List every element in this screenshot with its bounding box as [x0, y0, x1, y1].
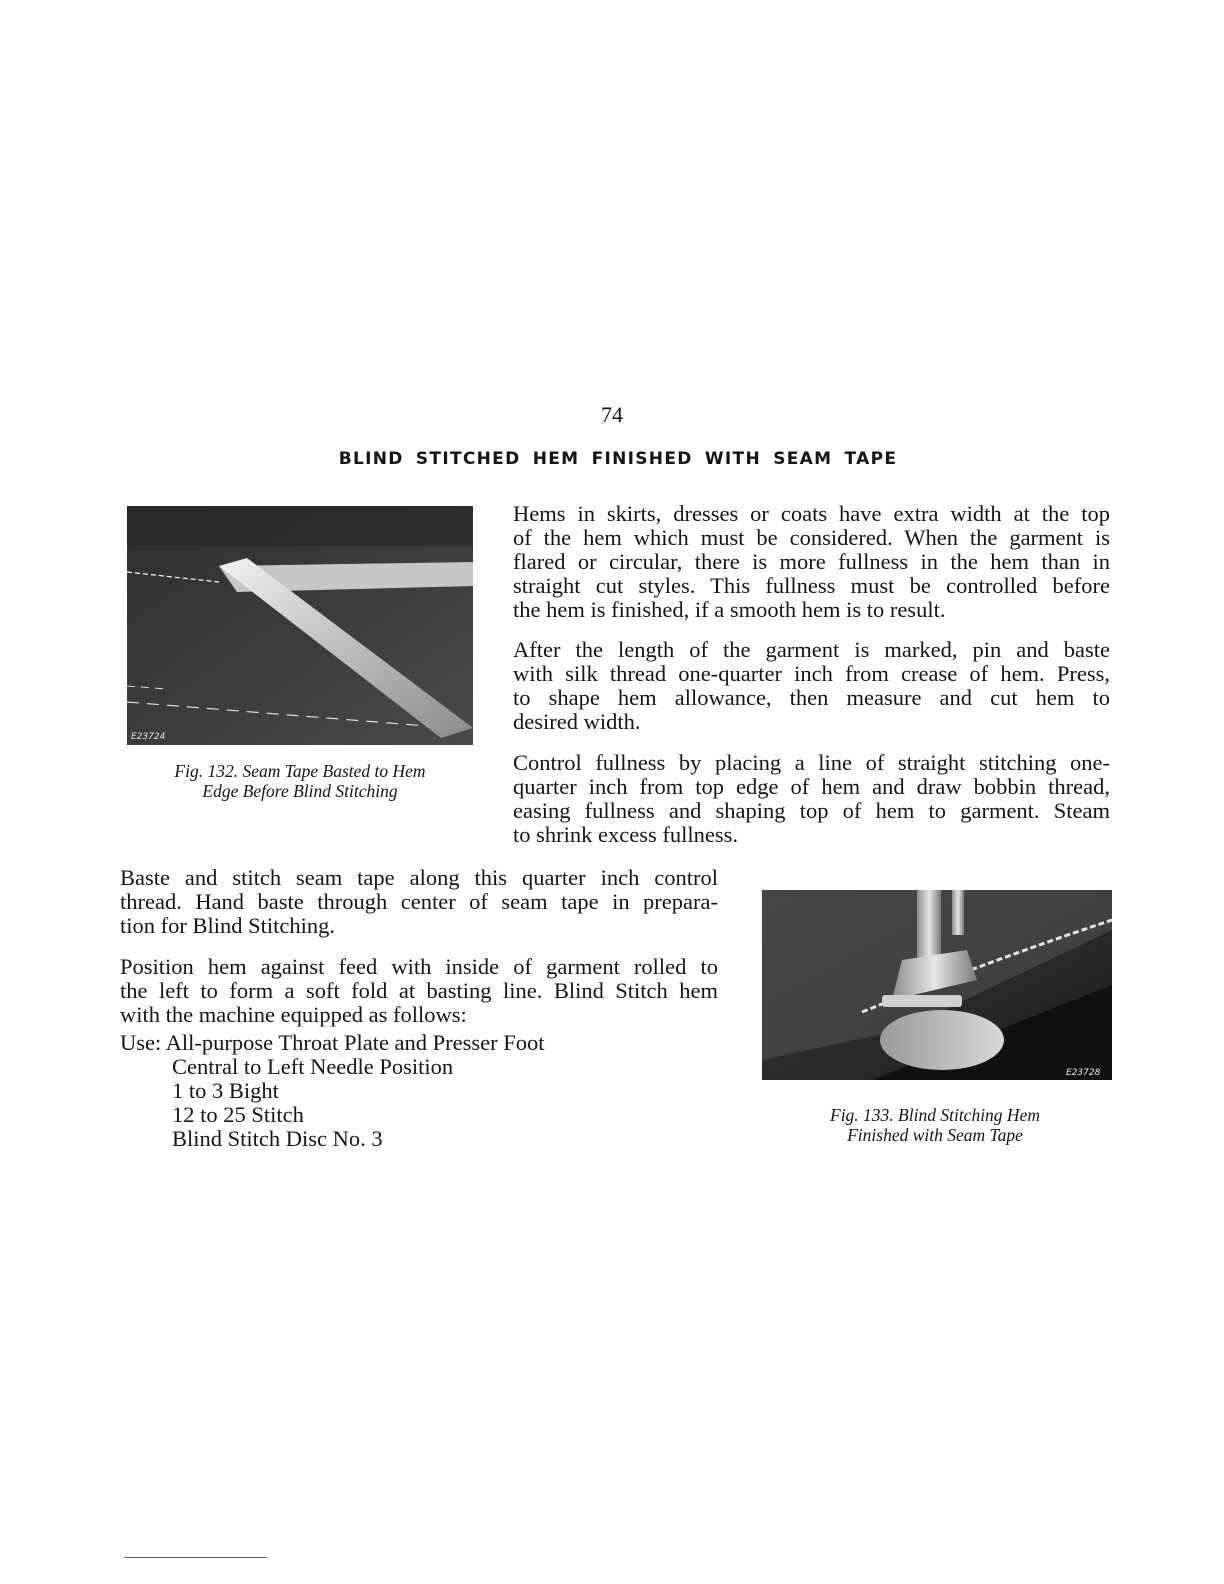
caption-line: Fig. 133. Blind Stitching Hem — [830, 1105, 1040, 1125]
settings-item: 1 to 3 Bight — [172, 1078, 279, 1103]
text-line: the left to form a soft fold at basting line. Blind Stitch hem — [120, 978, 718, 1003]
text-line: straight cut styles. This fullness must be controlled before — [513, 573, 1110, 598]
text-line: Baste and stitch seam tape along this quarter inch control — [120, 865, 718, 890]
text-line: to shape hem allowance, then measure and cut hem to — [513, 685, 1110, 710]
text-line: Position hem against feed with inside of garment rolled to — [120, 954, 718, 979]
text-line: Control fullness by placing a line of straight stitching one- — [513, 750, 1110, 775]
text-line: quarter inch from top edge of hem and draw bobbin thread, — [513, 774, 1110, 799]
text-line: the hem is finished, if a smooth hem is to result. — [513, 597, 946, 622]
text-line: thread. Hand baste through center of seam tape in prepara- — [120, 889, 718, 914]
section-heading: BLIND STITCHED HEM FINISHED WITH SEAM TAPE — [338, 449, 898, 469]
text-line: with the machine equipped as follows: — [120, 1002, 467, 1027]
text-line: Hems in skirts, dresses or coats have extra width at the top — [513, 501, 1110, 526]
caption-line: Finished with Seam Tape — [847, 1125, 1023, 1145]
footer-rule — [124, 1557, 267, 1558]
paragraph-2 — [513, 638, 1110, 734]
figure-132-caption — [120, 761, 480, 801]
settings-item: All-purpose Throat Plate and Presser Foot — [165, 1030, 545, 1055]
paragraph-3 — [513, 751, 1110, 847]
text-line: easing fullness and shaping top of hem to garment. Steam — [513, 798, 1110, 823]
settings-item: Blind Stitch Disc No. 3 — [172, 1126, 383, 1151]
machine-settings-list — [120, 1031, 545, 1151]
paragraph-4 — [120, 866, 718, 938]
text-line: of the hem which must be considered. When the garment is — [513, 525, 1110, 550]
text-line: flared or circular, there is more fullness in the hem than in — [513, 549, 1110, 574]
figure-133-caption — [790, 1105, 1080, 1145]
settings-row — [120, 1031, 545, 1055]
text-line: with silk thread one-quarter inch from crease of hem. Press, — [513, 661, 1110, 686]
text-line: to shrink excess fullness. — [513, 822, 738, 847]
caption-line: Fig. 132. Seam Tape Basted to Hem — [174, 761, 426, 781]
figure-132-photo — [127, 506, 473, 745]
settings-item: 12 to 25 Stitch — [172, 1102, 304, 1127]
caption-line: Edge Before Blind Stitching — [202, 781, 398, 801]
settings-item: Central to Left Needle Position — [172, 1054, 454, 1079]
use-label: Use: — [120, 1030, 162, 1055]
text-line: tion for Blind Stitching. — [120, 913, 336, 938]
text-line: desired width. — [513, 709, 641, 734]
figure-132-code: E23724 — [131, 732, 166, 742]
text-line: After the length of the garment is marked, pin and baste — [513, 637, 1110, 662]
page-number: 74 — [601, 402, 623, 427]
paragraph-5 — [120, 955, 718, 1027]
figure-133-photo — [762, 890, 1112, 1080]
figure-133-code: E23728 — [1066, 1068, 1101, 1078]
paragraph-1 — [513, 502, 1110, 622]
